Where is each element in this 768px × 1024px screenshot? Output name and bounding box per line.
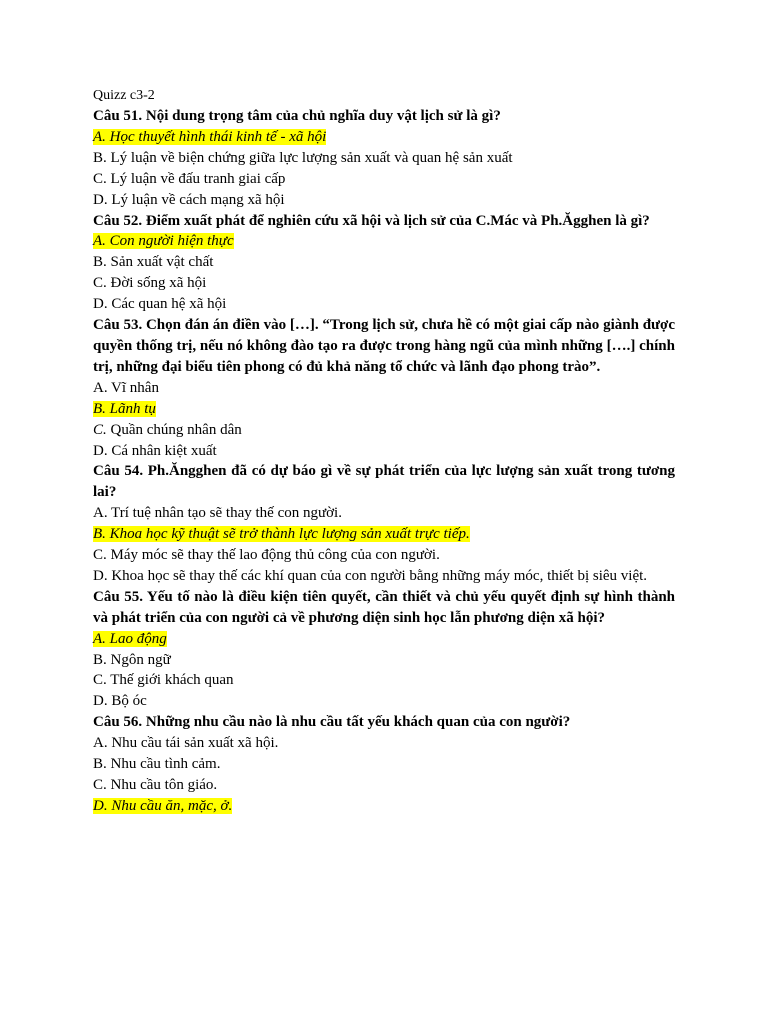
option-prefix: C. [93, 421, 107, 438]
answer-highlight: A. Học thuyết hình thái kinh tế - xã hội [93, 128, 327, 145]
option-54-b [93, 524, 675, 545]
option-53-c [93, 420, 675, 441]
question-55: Câu 55. Yếu tố nào là điều kiện tiên quyết, cần thiết và chủ yếu quyết định sự hình thành và phát triển của con người cả về phương diện sinh học lẫn phương diện xã hội? [93, 588, 675, 626]
answer-highlight: B. Lãnh tụ [93, 400, 156, 417]
option-55-a [93, 629, 675, 650]
option-52-a [93, 231, 675, 252]
option-text: Quần chúng nhân dân [110, 421, 242, 438]
option-54-c: C. Máy móc sẽ thay thế lao động thủ công của con người. [93, 547, 440, 564]
option-53-d: D. Cá nhân kiệt xuất [93, 442, 217, 459]
question-56: Câu 56. Những nhu cầu nào là nhu cầu tất yếu khách quan của con người? [93, 714, 571, 731]
option-56-a: A. Nhu cầu tái sản xuất xã hội. [93, 735, 279, 752]
option-52-d: D. Các quan hệ xã hội [93, 296, 227, 313]
option-55-d: D. Bộ óc [93, 693, 147, 710]
answer-highlight: B. Khoa học kỹ thuật sẽ trở thành lực lượng sản xuất trực tiếp. [93, 526, 470, 543]
option-51-a [93, 127, 675, 148]
question-52: Câu 52. Điểm xuất phát để nghiên cứu xã hội và lịch sử của C.Mác và Ph.Ăgghen là gì? [93, 212, 650, 229]
option-51-d: D. Lý luận về cách mạng xã hội [93, 191, 285, 208]
option-56-b: B. Nhu cầu tình cảm. [93, 756, 221, 773]
option-54-d: D. Khoa học sẽ thay thế các khí quan của con người bằng những máy móc, thiết bị siêu việt. [93, 567, 648, 584]
option-51-b: B. Lý luận về biện chứng giữa lực lượng sản xuất và quan hệ sản xuất [93, 149, 513, 166]
option-53-a: A. Vĩ nhân [93, 379, 159, 396]
answer-highlight: A. Lao động [93, 630, 167, 647]
option-54-a: A. Trí tuệ nhân tạo sẽ thay thế con người. [93, 505, 342, 522]
option-56-d [93, 796, 675, 817]
document-page [93, 86, 675, 817]
option-52-b: B. Sản xuất vật chất [93, 254, 214, 271]
question-51: Câu 51. Nội dung trọng tâm của chủ nghĩa duy vật lịch sử là gì? [93, 108, 501, 124]
document-title: Quizz c3-2 [93, 88, 155, 103]
option-53-b [93, 399, 675, 420]
option-55-c: C. Thế giới khách quan [93, 672, 234, 689]
answer-highlight: A. Con người hiện thực [93, 233, 234, 250]
question-53: Câu 53. Chọn đán án điền vào […]. “Trong lịch sử, chưa hề có một giai cấp nào giành được quyền thống trị, nếu nó không đào tạo ra được trong hàng ngũ của mình những [….] chính trị, những đại biểu tiên phong có đủ khả năng tổ chức và lãnh đạo phong trào”. [93, 317, 675, 375]
answer-highlight: D. Nhu cầu ăn, mặc, ở. [93, 797, 233, 814]
option-55-b: B. Ngôn ngữ [93, 651, 171, 668]
question-54: Câu 54. Ph.Ăngghen đã có dự báo gì về sự phát triển của lực lượng sản xuất trong tương lai? [93, 463, 675, 501]
option-52-c: C. Đời sống xã hội [93, 275, 207, 292]
option-51-c: C. Lý luận về đấu tranh giai cấp [93, 170, 286, 187]
option-56-c: C. Nhu cầu tôn giáo. [93, 777, 218, 793]
